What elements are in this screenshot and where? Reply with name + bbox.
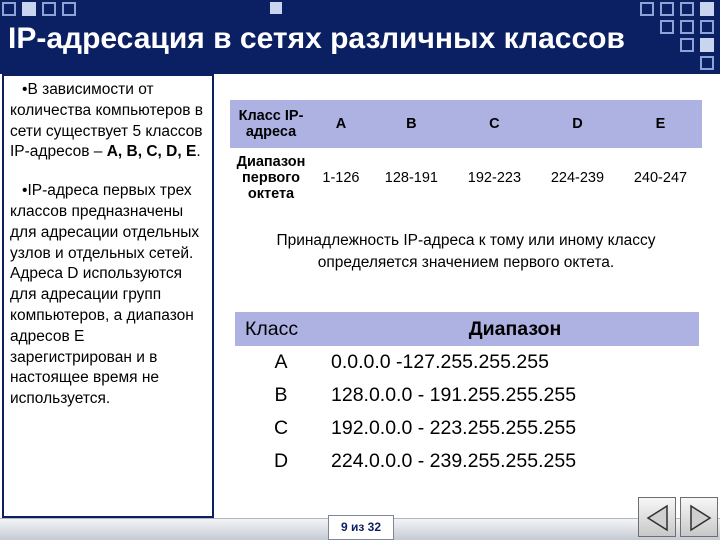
- slide-title: IP-адресация в сетях различных классов: [8, 22, 625, 55]
- class-cell: A: [312, 100, 370, 148]
- prev-slide-icon: [639, 498, 677, 538]
- decor-square: [2, 2, 16, 16]
- range-cell: 192.0.0.0 - 223.255.255.255: [331, 417, 577, 439]
- decor-square: [640, 2, 654, 16]
- prev-slide-button[interactable]: [638, 497, 676, 537]
- table-row: [235, 412, 699, 445]
- class-cell: B: [274, 384, 288, 406]
- decor-square: [660, 2, 674, 16]
- address-range-table: [235, 312, 699, 478]
- bullet2-text: IP-адреса первых трех классов предназначены для адресации отдельных узлов и отдельных сетей. Адреса D используются для адресации групп компьютеров, а диапазон адресов E зарегистрирован и в настоящее время не используется.: [10, 182, 200, 408]
- header-range: Диапазон: [327, 312, 699, 346]
- header-class: Класс: [235, 312, 327, 346]
- class-cell: E: [619, 100, 702, 148]
- decor-square: [660, 20, 674, 34]
- decor-square: [700, 56, 714, 70]
- decor-square: [680, 38, 694, 52]
- class-cell: D: [273, 450, 289, 472]
- page-indicator: 9 из 32: [328, 515, 394, 540]
- header-class-label: Класс IP-адреса: [230, 100, 312, 148]
- table-row: [235, 346, 699, 379]
- range-cell: 192-223: [467, 170, 522, 186]
- table-row: [230, 148, 702, 208]
- bullet1-end: .: [196, 143, 201, 161]
- range-cell: 1-126: [322, 170, 360, 186]
- decor-square: [700, 38, 714, 52]
- bullet-panel: [2, 74, 214, 518]
- class-cell: D: [536, 100, 619, 148]
- bullet-dot: •: [22, 182, 28, 200]
- ip-class-table: [230, 100, 702, 208]
- decor-square: [700, 20, 714, 34]
- class-cell: B: [370, 100, 453, 148]
- range-cell: 224-239: [550, 170, 605, 186]
- row-range-label: Диапазон первого октета: [236, 154, 306, 202]
- class-cell: C: [453, 100, 536, 148]
- next-slide-icon: [681, 498, 719, 538]
- range-cell: 0.0.0.0 -127.255.255.255: [331, 351, 549, 373]
- bullet-item: [10, 80, 208, 163]
- range-cell: 224.0.0.0 - 239.255.255.255: [331, 450, 577, 472]
- decor-square: [270, 2, 282, 14]
- range-cell: 128.0.0.0 - 191.255.255.255: [331, 384, 577, 406]
- table-header-row: [230, 100, 702, 148]
- octet-note: Принадлежность IP-адреса к тому или иному классу определяется значением первого октета.: [276, 232, 656, 271]
- table-header-row: [235, 312, 699, 346]
- bullet-item: [10, 181, 208, 410]
- next-slide-button[interactable]: [680, 497, 718, 537]
- bullet1-classes: A, B, C, D, E: [106, 143, 197, 161]
- range-cell: 128-191: [384, 170, 438, 186]
- table-row: [235, 379, 699, 412]
- table-row: [235, 445, 699, 478]
- class-cell: C: [273, 417, 289, 439]
- decor-square: [62, 2, 76, 16]
- bullet1-text: В зависимости от количества компьютеров в сети существует 5 классов IP-адресов –: [10, 81, 204, 161]
- decor-square: [22, 2, 36, 16]
- class-cell: A: [274, 351, 288, 373]
- decor-square: [700, 2, 714, 16]
- decor-square: [680, 2, 694, 16]
- bullet-dot: •: [22, 81, 28, 98]
- title-bar: [0, 0, 720, 74]
- range-cell: 240-247: [633, 170, 688, 186]
- decor-square: [42, 2, 56, 16]
- decor-square: [680, 20, 694, 34]
